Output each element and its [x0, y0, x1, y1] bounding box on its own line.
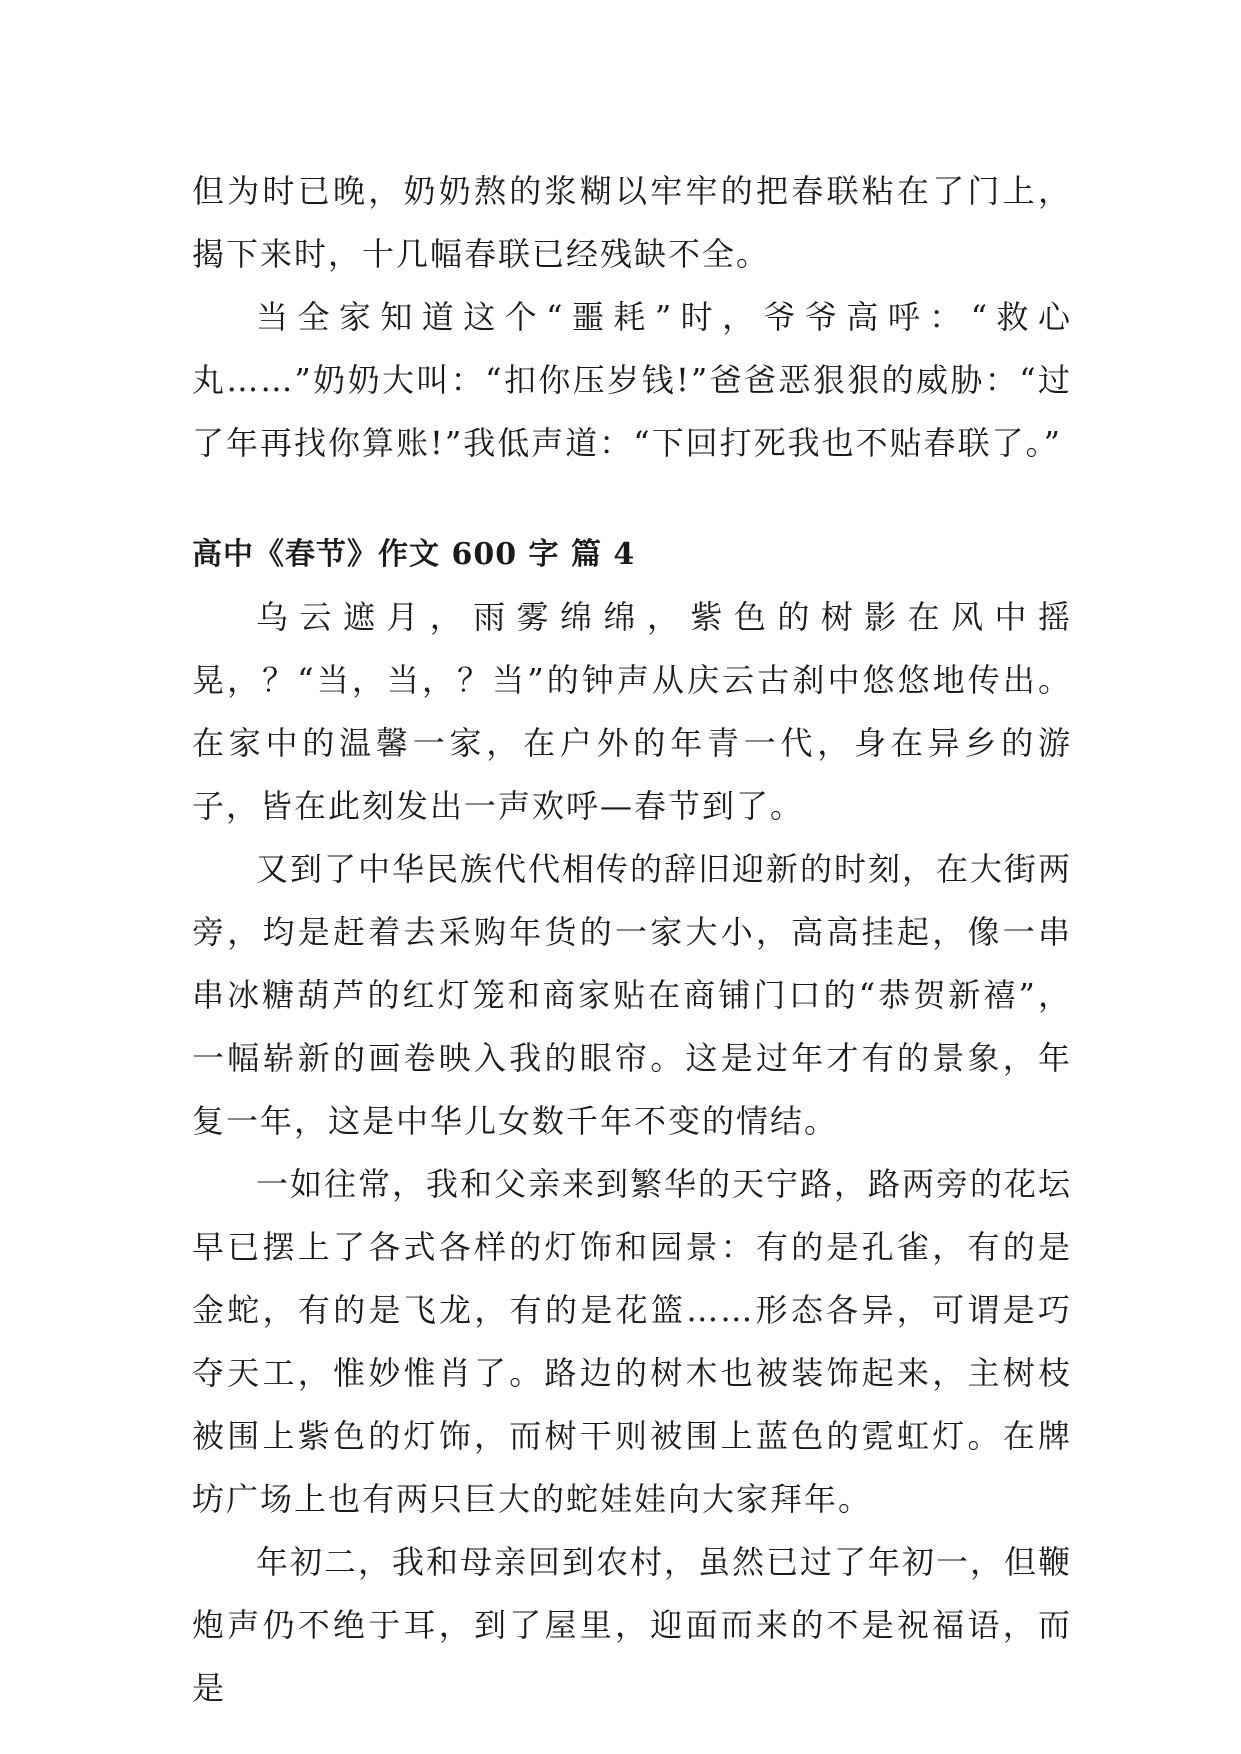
section-heading: 高中《春节》作文 600 字 篇 4 [192, 537, 636, 572]
paragraph-continuation: 但为时已晚，奶奶熬的浆糊以牢牢的把春联粘在了门上，揭下来时，十几幅春联已经残缺不全。 [192, 172, 1072, 273]
paragraph-spring-festival-arrives: 乌云遮月，雨雾绵绵，紫色的树影在风中摇晃，？“当，当，？当”的钟声从庆云古刹中悠悠地传出。在家中的温馨一家，在户外的年青一代，身在异乡的游子，皆在此刻发出一声欢呼—春节到了。 [192, 598, 1072, 825]
document-body [192, 160, 1072, 1720]
paragraph-countryside-visit: 年初二，我和母亲回到农村，虽然已过了年初一，但鞭炮声仍不绝于耳，到了屋里，迎面而来的不是祝福语，而是 [192, 1543, 1073, 1707]
paragraph-tianning-road: 一如往常，我和父亲来到繁华的天宁路，路两旁的花坛早已摆上了各式各样的灯饰和园景：有的是孔雀，有的是金蛇，有的是飞龙，有的是花篮……形态各异，可谓是巧夺天工，惟妙惟肖了。路边的树木也被装饰起来，主树枝被围上紫色的灯饰，而树干则被围上蓝色的霓虹灯。在牌坊广场上也有两只巨大的蛇娃娃向大家拜年。 [192, 1165, 1073, 1518]
paragraph-street-scene: 又到了中华民族代代相传的辞旧迎新的时刻，在大街两旁，均是赶着去采购年货的一家大小，高高挂起，像一串串冰糖葫芦的红灯笼和商家贴在商铺门口的“恭贺新禧”，一幅崭新的画卷映入我的眼帘。这是过年才有的景象，年复一年，这是中华儿女数千年不变的情结。 [192, 850, 1073, 1140]
paragraph-family-reaction: 当全家知道这个“噩耗”时，爷爷高呼：“救心丸……”奶奶大叫：“扣你压岁钱!”爸爸恶狠狠的威胁：“过了年再找你算账!”我低声道：“下回打死我也不贴春联了。” [192, 298, 1072, 462]
